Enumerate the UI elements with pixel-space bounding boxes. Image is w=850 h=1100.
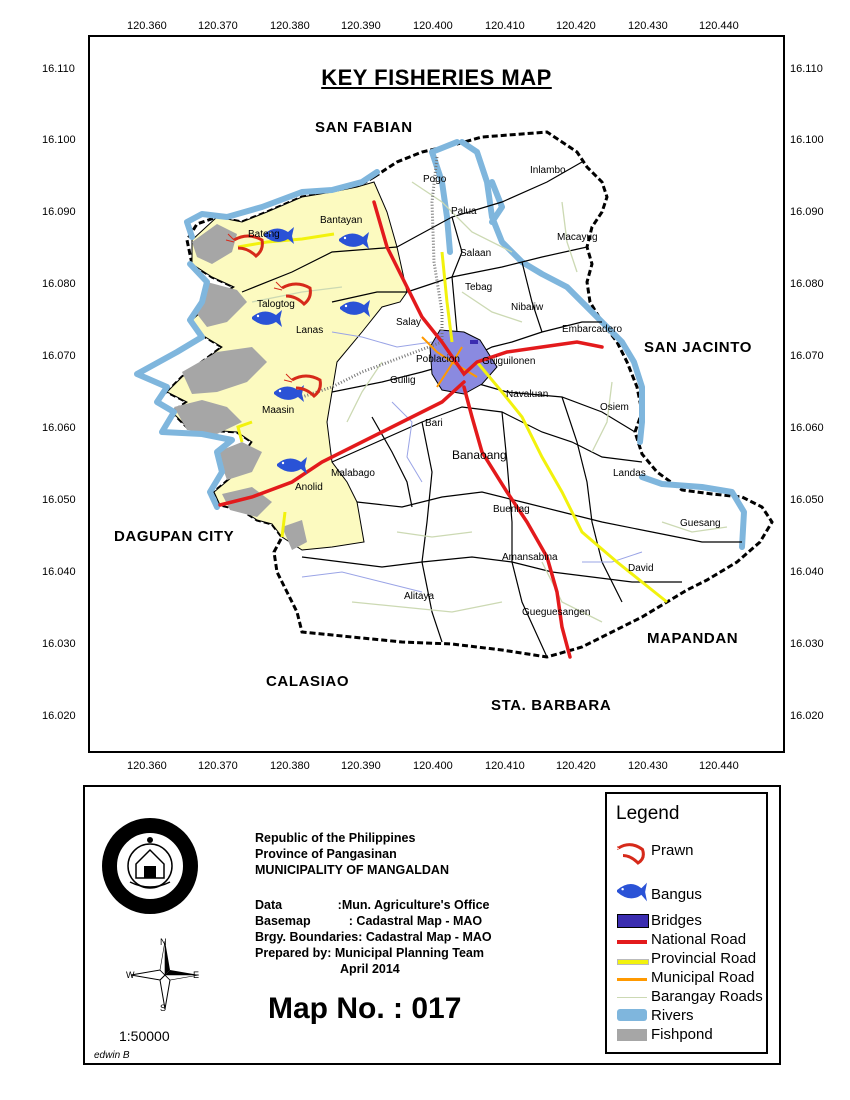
lon-tick: 120.380 [270, 20, 310, 32]
barangay-label: Bateng [248, 229, 280, 240]
bridge [470, 340, 478, 344]
lat-tick: 16.030 [790, 638, 824, 650]
map-number: Map No. : 017 [268, 992, 462, 1025]
province-text: Province of Pangasinan [255, 847, 397, 861]
lat-tick: 16.050 [790, 494, 824, 506]
neighbor-label-san-jacinto: SAN JACINTO [644, 339, 753, 356]
lat-tick: 16.070 [42, 350, 76, 362]
lon-tick: 120.360 [127, 20, 167, 32]
legend-swatch-fishpond [617, 1029, 647, 1041]
barangay-label: Amansabina [502, 552, 558, 563]
legend-swatch-rivers [617, 1009, 647, 1021]
barangay-label: Banaoang [452, 448, 507, 462]
author-text: edwin B [94, 1050, 130, 1061]
compass-west-label: W [126, 970, 135, 980]
legend-panel [605, 792, 768, 1054]
lon-tick: 120.400 [413, 20, 453, 32]
neighbor-label-calasiao: CALASIAO [266, 673, 350, 690]
barangay-label: Malabago [331, 468, 375, 479]
lat-tick: 16.110 [42, 63, 75, 75]
legend-label-bangus: Bangus [651, 886, 702, 903]
neighbor-label-mapandan: MAPANDAN [647, 630, 739, 647]
lat-tick: 16.060 [42, 422, 76, 434]
barangay-label: Gueguesangen [522, 607, 591, 618]
data-source-text: Data :Mun. Agriculture's Office [255, 898, 490, 912]
barangay-label: Lanas [296, 325, 324, 336]
legend-label-municipal-road: Municipal Road [651, 969, 755, 986]
fish-icon [617, 878, 647, 906]
legend-label-barangay-roads: Barangay Roads [651, 988, 763, 1005]
lat-tick: 16.060 [790, 422, 824, 434]
municipal-seal-icon [100, 816, 200, 916]
lat-tick: 16.080 [42, 278, 76, 290]
legend-swatch-bridges [617, 914, 649, 928]
lat-tick: 16.050 [42, 494, 76, 506]
lon-tick: 120.410 [485, 760, 525, 772]
barangay-label: Bari [425, 418, 443, 429]
lat-tick: 16.040 [42, 566, 76, 578]
lat-tick: 16.020 [790, 710, 824, 722]
barangay-label: David [628, 563, 654, 574]
lon-tick: 120.400 [413, 760, 453, 772]
legend-swatch-provincial-road [617, 959, 649, 965]
basemap-text: Basemap : Cadastral Map - MAO [255, 914, 483, 928]
barangay-label: Buenlag [493, 504, 530, 515]
lon-tick: 120.370 [198, 20, 238, 32]
barangay-label: Salay [396, 317, 422, 328]
lon-tick: 120.390 [341, 20, 381, 32]
lon-tick: 120.430 [628, 760, 668, 772]
barangay-label: Nibaliw [511, 302, 544, 313]
barangay-label: Tebag [465, 282, 493, 293]
lat-tick: 16.020 [42, 710, 76, 722]
neighbor-label-dagupan: DAGUPAN CITY [114, 528, 235, 545]
lat-tick: 16.090 [42, 206, 76, 218]
lon-tick: 120.370 [198, 760, 238, 772]
legend-swatch-barangay-roads [617, 997, 647, 998]
compass-north-label: N [160, 937, 167, 947]
lat-tick: 16.090 [790, 206, 824, 218]
legend-label-fishpond: Fishpond [651, 1026, 713, 1043]
compass-south-label: S [160, 1003, 167, 1013]
barangay-label: Inlambo [530, 165, 566, 176]
barangay-label: Maasin [262, 405, 295, 416]
lat-tick: 16.080 [790, 278, 824, 290]
lat-tick: 16.110 [790, 63, 823, 75]
barangay-label: Macayug [557, 232, 598, 243]
legend-label-prawn: Prawn [651, 842, 694, 859]
lon-tick: 120.410 [485, 20, 525, 32]
lon-tick: 120.360 [127, 760, 167, 772]
barangay-label: Landas [613, 468, 646, 479]
lat-tick: 16.040 [790, 566, 824, 578]
boundaries-text: Brgy. Boundaries: Cadastral Map - MAO [255, 930, 492, 944]
lon-tick: 120.420 [556, 760, 596, 772]
map-title: KEY FISHERIES MAP [321, 65, 552, 90]
barangay-label: Palua [451, 206, 477, 217]
barangay-label: Guilig [390, 375, 416, 386]
lon-tick: 120.440 [699, 20, 739, 32]
lon-tick: 120.380 [270, 760, 310, 772]
legend-swatch-national-road [617, 940, 647, 944]
lon-tick: 120.420 [556, 20, 596, 32]
barangay-label: Salaan [460, 248, 492, 259]
barangay-label: Poblacion [416, 354, 460, 365]
lat-tick: 16.100 [790, 134, 824, 146]
barangay-label: Anolid [295, 482, 323, 493]
prepared-by-text: Prepared by: Municipal Planning Team [255, 946, 484, 960]
barangay-label: Alitaya [404, 591, 435, 602]
legend-label-national-road: National Road [651, 931, 747, 948]
lon-tick: 120.440 [699, 760, 739, 772]
neighbor-label-san-fabian: SAN FABIAN [315, 119, 413, 136]
barangay-label: Embarcadero [562, 324, 623, 335]
legend-title: Legend [616, 803, 680, 824]
barangay-label: Bantayan [320, 215, 363, 226]
map-frame[interactable] [88, 35, 785, 753]
legend-swatch-municipal-road [617, 978, 647, 981]
barangay-label: Talogtog [257, 299, 295, 310]
compass-east-label: E [193, 970, 200, 980]
prawn-icon [617, 838, 647, 870]
barangay-label: Guiguilonen [482, 356, 536, 367]
date-text: April 2014 [340, 962, 400, 976]
barangay-label: Navaluan [506, 389, 549, 400]
lat-tick: 16.030 [42, 638, 76, 650]
barangay-label: Osiem [600, 402, 629, 413]
legend-label-bridges: Bridges [651, 912, 702, 929]
republic-text: Republic of the Philippines [255, 831, 416, 845]
neighbor-label-sta-barbara: STA. BARBARA [491, 697, 612, 714]
scale-text: 1:50000 [119, 1028, 170, 1044]
lat-tick: 16.070 [790, 350, 824, 362]
municipality-text: MUNICIPALITY OF MANGALDAN [255, 863, 449, 877]
barangay-label: Guesang [680, 518, 721, 529]
legend-label-rivers: Rivers [651, 1007, 694, 1024]
lon-tick: 120.430 [628, 20, 668, 32]
barangay-label: Pogo [423, 174, 447, 185]
lat-tick: 16.100 [42, 134, 76, 146]
legend-label-provincial-road: Provincial Road [651, 950, 757, 967]
lon-tick: 120.390 [341, 760, 381, 772]
